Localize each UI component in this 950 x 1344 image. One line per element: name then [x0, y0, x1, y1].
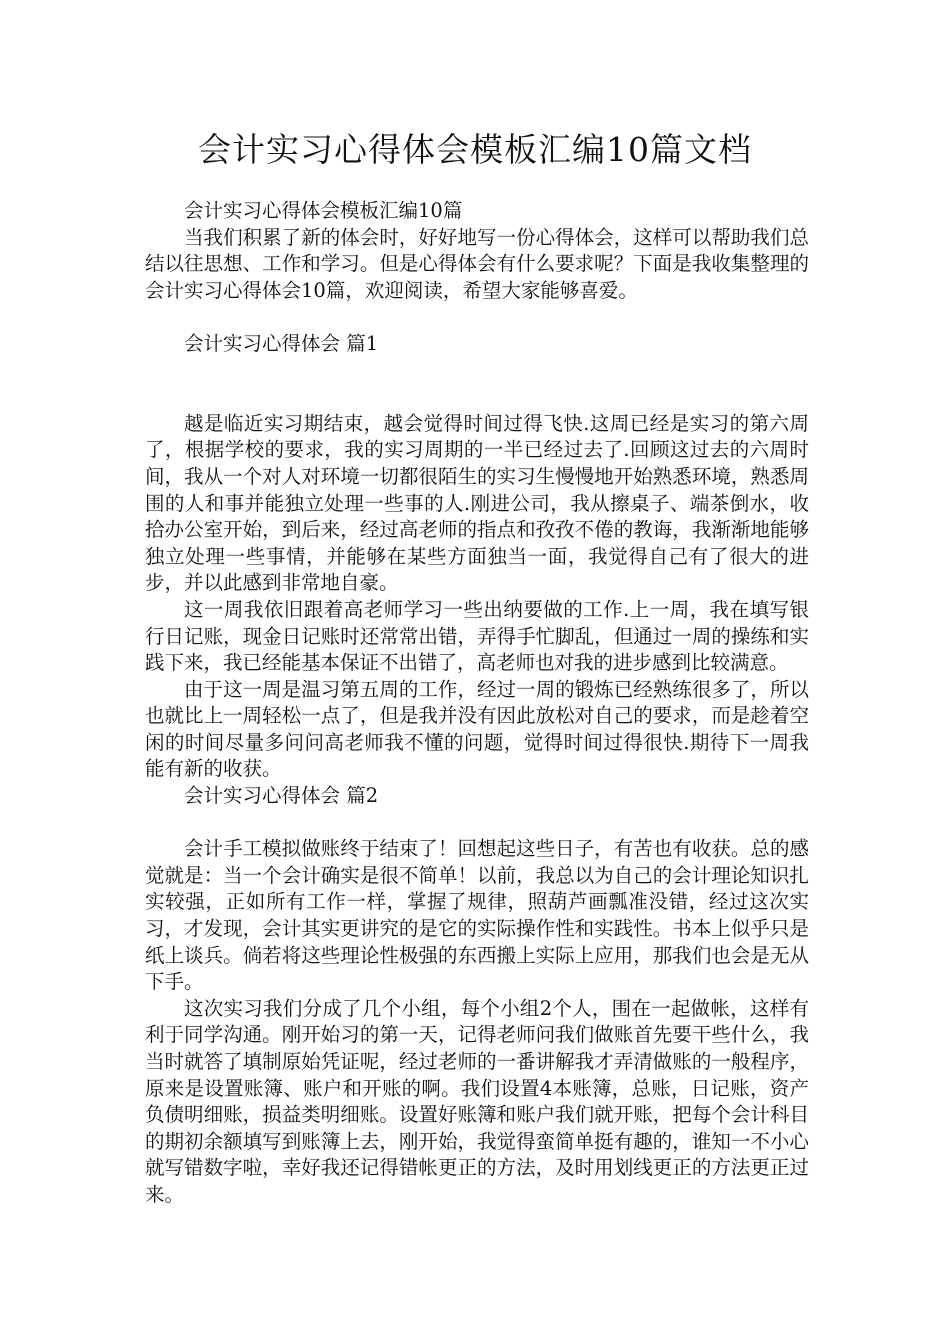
section-1-paragraph-3: 由于这一周是温习第五周的工作，经过一周的锻炼已经熟练很多了，所以也就比上一周轻松一点了，但是我并没有因此放松对自己的要求，而是趁着空闲的时间尽量多问问高老师我不懂的问题，觉得时间过得很快.期待下一周我能有新的收获。 [145, 677, 809, 781]
blank-line [145, 384, 809, 411]
document-title: 会计实习心得体会模板汇编10篇文档 [198, 130, 752, 169]
section-heading-1: 会计实习心得体会 篇1 [184, 331, 379, 355]
section-2-paragraph-1: 会计手工模拟做账终于结束了！回想起这些日子，有苦也有收获。总的感觉就是：当一个会计确实是很不简单！以前，我总以为自己的会计理论知识扎实较强，正如所有工作一样，掌握了规律，照葫芦画瓢准没错，经过这次实习，才发现，会计其实更讲究的是它的实际操作性和实践性。书本上似乎只是纸上谈兵。倘若将这些理论性极强的东西搬上实际上应用，那我们也会是无从下手。 [145, 837, 809, 994]
intro-paragraph: 当我们积累了新的体会时，好好地写一份心得体会，这样可以帮助我们总结以往思想、工作和学习。但是心得体会有什么要求呢？下面是我收集整理的会计实习心得体会10篇，欢迎阅读，希望大家能够喜爱。 [145, 225, 809, 302]
blank-line [145, 304, 809, 331]
blank-line [145, 810, 809, 837]
document-body [145, 198, 809, 1209]
blank-line [145, 358, 809, 385]
document-subtitle: 会计实习心得体会模板汇编10篇 [184, 199, 463, 222]
section-1-paragraph-1: 越是临近实习期结束，越会觉得时间过得飞快.这周已经是实习的第六周了，根据学校的要求，我的实习周期的一半已经过去了.回顾这过去的六周时间，我从一个对人对环境一切都很陌生的实习生慢慢地开始熟悉环境，熟悉周围的人和事并能独立处理一些事的人.刚进公司，我从擦桌子、端茶倒水，收拾办公室开始，到后来，经过高老师的指点和孜孜不倦的教诲，我渐渐地能够独立处理一些事情，并能够在某些方面独当一面，我觉得自己有了很大的进步，并以此感到非常地自豪。 [145, 411, 809, 595]
section-2-paragraph-2: 这次实习我们分成了几个小组，每个小组2个人，围在一起做帐，这样有利于同学沟通。刚开始习的第一天，记得老师问我们做账首先要干些什么，我当时就答了填制原始凭证呢，经过老师的一番讲解我才弄清做账的一般程序，原来是设置账簿、账户和开账的啊。我们设置4本账簿，总账，日记账，资产负债明细账，损益类明细账。设置好账簿和账户我们就开账，把每个会计科目的期初余额填写到账簿上去，刚开始，我觉得蛮简单挺有趣的，谁知一不小心就写错数字啦，幸好我还记得错帐更正的方法，及时用划线更正的方法更正过来。 [145, 996, 809, 1206]
section-heading-2: 会计实习心得体会 篇2 [184, 784, 379, 808]
section-1-paragraph-2: 这一周我依旧跟着高老师学习一些出纳要做的工作.上一周，我在填写银行日记账，现金日记账时还常常出错，弄得手忙脚乱，但通过一周的操练和实践下来，我已经能基本保证不出错了，高老师也对我的进步感到比较满意。 [145, 597, 809, 675]
